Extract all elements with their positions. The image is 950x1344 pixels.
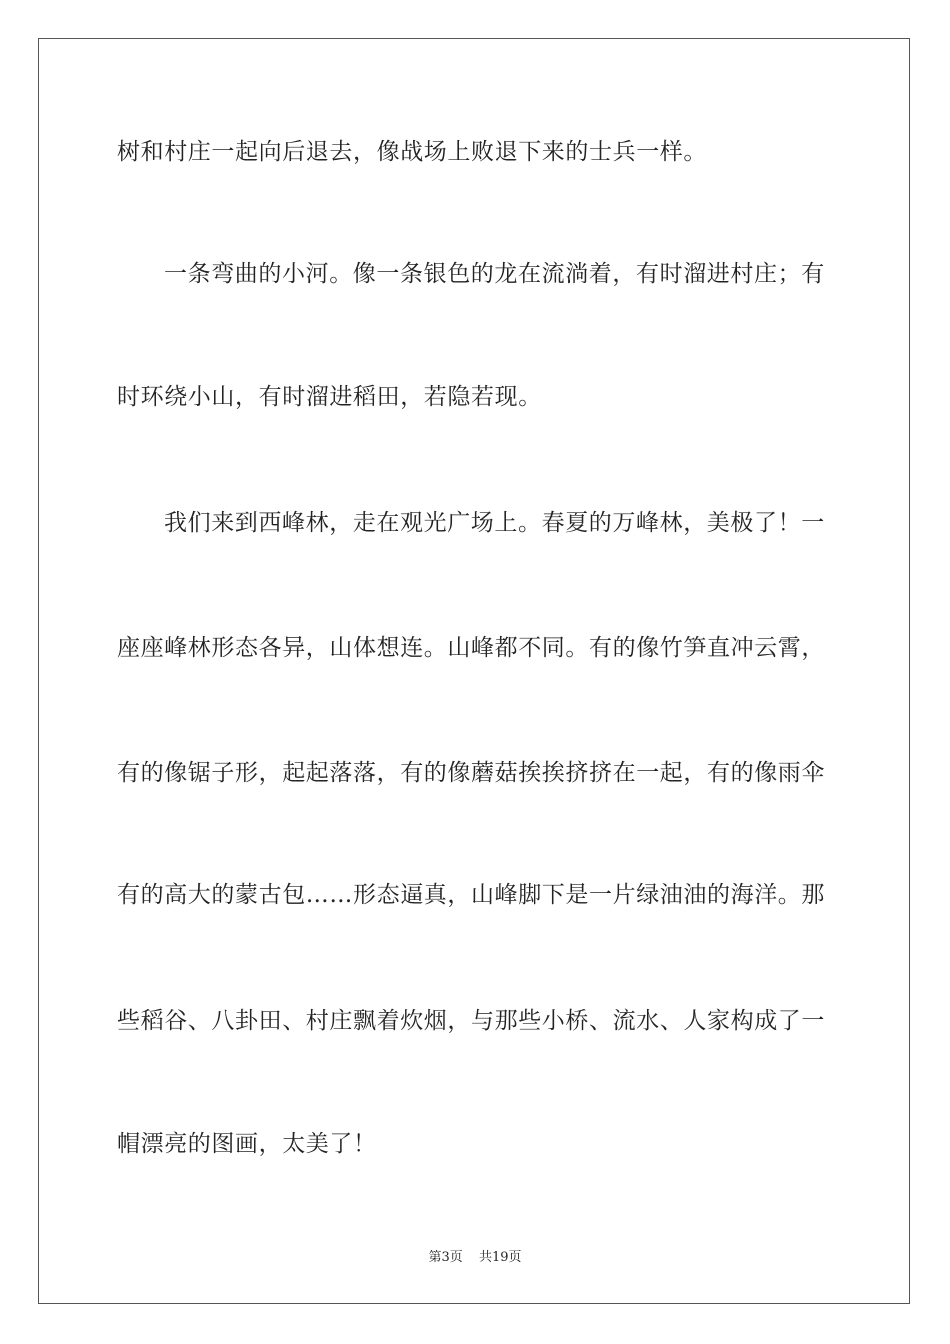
text-line-7: 有的高大的蒙古包……形态逼真，山峰脚下是一片绿油油的海洋。那 <box>117 882 825 908</box>
total-pages: 共19页 <box>478 1250 522 1265</box>
text-line-6: 有的像锯子形，起起落落，有的像蘑菇挨挨挤挤在一起，有的像雨伞 <box>117 760 825 786</box>
text-line-4: 我们来到西峰林，走在观光广场上。春夏的万峰林，美极了！一 <box>164 510 825 536</box>
text-line-3: 时环绕小山，有时溜进稻田，若隐若现。 <box>117 384 542 410</box>
text-line-1: 树和村庄一起向后退去，像战场上败退下来的士兵一样。 <box>117 139 707 165</box>
page-footer <box>0 1246 950 1265</box>
page-border <box>38 38 910 1304</box>
text-line-8: 些稻谷、八卦田、村庄飘着炊烟，与那些小桥、流水、人家构成了一 <box>117 1008 825 1034</box>
page-number: 第3页 <box>428 1250 463 1265</box>
text-line-2: 一条弯曲的小河。像一条银色的龙在流淌着，有时溜进村庄；有 <box>164 261 825 287</box>
text-line-5: 座座峰林形态各异，山体想连。山峰都不同。有的像竹笋直冲云霄， <box>117 635 825 661</box>
text-line-9: 帽漂亮的图画，太美了！ <box>117 1131 377 1157</box>
